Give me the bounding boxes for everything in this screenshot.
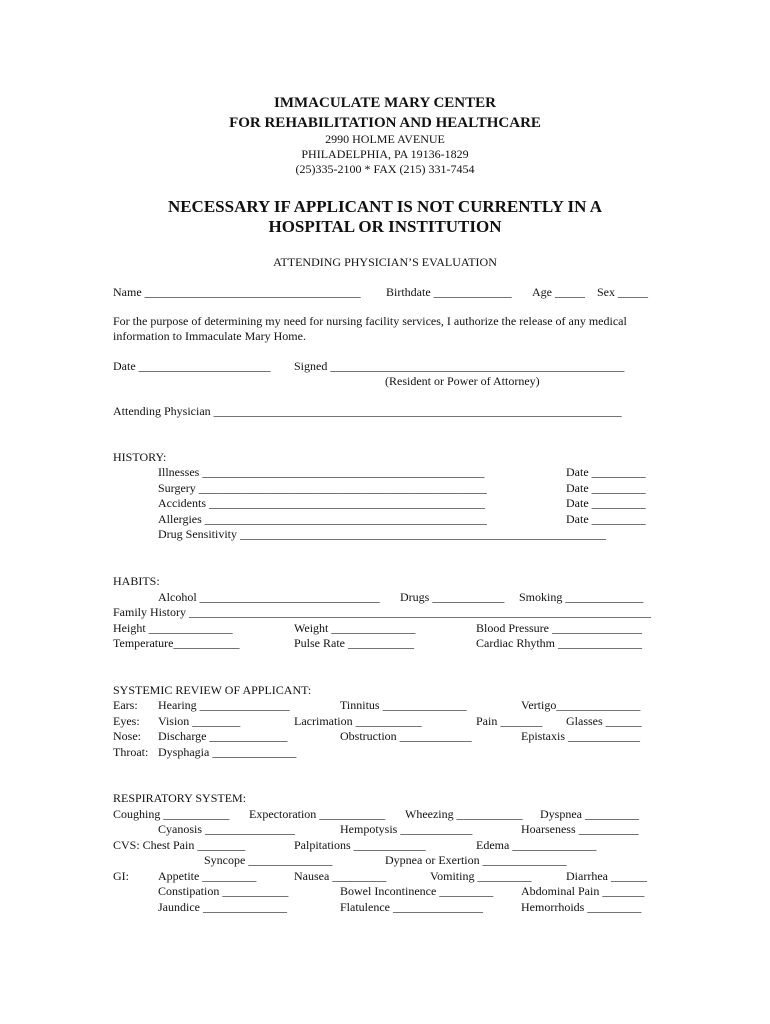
authorization-text-line1: For the purpose of determining my need for nursing facility services, I authorize the release of any medical: [113, 314, 627, 328]
constipation-field[interactable]: Constipation ___________: [158, 884, 289, 898]
hemorrhoids-field[interactable]: Hemorrhoids _________: [521, 900, 642, 914]
accidents-field[interactable]: Accidents ______________________________________________: [158, 496, 485, 510]
org-phone-fax: (25)335-2100 * FAX (215) 331-7454: [295, 162, 475, 176]
coughing-field[interactable]: Coughing ___________: [113, 807, 230, 821]
height-field[interactable]: Height ______________: [113, 621, 233, 635]
appetite-field[interactable]: Appetite _________: [158, 869, 257, 883]
pulse-rate-field[interactable]: Pulse Rate ___________: [294, 636, 414, 650]
gi-label: GI:: [113, 869, 129, 883]
hearing-field[interactable]: Hearing _______________: [158, 698, 290, 712]
hoarseness-field[interactable]: Hoarseness __________: [521, 822, 639, 836]
name-field[interactable]: Name ____________________________________: [113, 285, 361, 299]
smoking-field[interactable]: Smoking _____________: [519, 590, 644, 604]
illnesses-field[interactable]: Illnesses _______________________________________________: [158, 465, 485, 479]
expectoration-field[interactable]: Expectoration ___________: [249, 807, 386, 821]
tinnitus-field[interactable]: Tinnitus ______________: [340, 698, 467, 712]
birthdate-field[interactable]: Birthdate _____________: [386, 285, 512, 299]
allergies-date-field[interactable]: Date _________: [566, 512, 646, 526]
form-title: ATTENDING PHYSICIAN’S EVALUATION: [273, 255, 497, 269]
cvs-chest-pain-field[interactable]: CVS: Chest Pain ________: [113, 838, 246, 852]
org-address-street: 2990 HOLME AVENUE: [325, 132, 445, 146]
surgery-field[interactable]: Surgery ________________________________________________: [158, 481, 487, 495]
epistaxis-field[interactable]: Epistaxis ____________: [521, 729, 640, 743]
notice-line2: HOSPITAL OR INSTITUTION: [268, 217, 502, 236]
authorization-text-line2: information to Immaculate Mary Home.: [113, 329, 306, 343]
nausea-field[interactable]: Nausea _________: [294, 869, 387, 883]
throat-label: Throat:: [113, 745, 149, 759]
systemic-review-heading: SYSTEMIC REVIEW OF APPLICANT:: [113, 683, 312, 697]
age-field[interactable]: Age _____: [532, 285, 585, 299]
drugs-field[interactable]: Drugs ____________: [400, 590, 505, 604]
jaundice-field[interactable]: Jaundice ______________: [158, 900, 287, 914]
dyspnea-field[interactable]: Dyspnea _________: [540, 807, 639, 821]
signed-field[interactable]: Signed _________________________________________________: [294, 359, 625, 373]
date-field[interactable]: Date ______________________: [113, 359, 271, 373]
history-heading: HISTORY:: [113, 450, 167, 464]
wheezing-field[interactable]: Wheezing ___________: [405, 807, 523, 821]
diarrhea-field[interactable]: Diarrhea ______: [566, 869, 647, 883]
signed-caption: (Resident or Power of Attorney): [385, 374, 540, 388]
vertigo-field[interactable]: Vertigo______________: [521, 698, 641, 712]
sex-field[interactable]: Sex _____: [597, 285, 648, 299]
bowel-incontinence-field[interactable]: Bowel Incontinence _________: [340, 884, 494, 898]
obstruction-field[interactable]: Obstruction ____________: [340, 729, 472, 743]
dysphagia-field[interactable]: Dysphagia ______________: [158, 745, 297, 759]
org-name-line2: FOR REHABILITATION AND HEALTHCARE: [229, 115, 541, 131]
notice-line1: NECESSARY IF APPLICANT IS NOT CURRENTLY IN A: [167, 197, 603, 216]
org-name-line1: IMMACULATE MARY CENTER: [274, 95, 496, 111]
dyspnea-exertion-field[interactable]: Dypnea or Exertion ______________: [385, 853, 567, 867]
weight-field[interactable]: Weight ______________: [294, 621, 416, 635]
vomiting-field[interactable]: Vomiting _________: [430, 869, 532, 883]
flatulence-field[interactable]: Flatulence _______________: [340, 900, 483, 914]
glasses-field[interactable]: Glasses ______: [566, 714, 642, 728]
surgery-date-field[interactable]: Date _________: [566, 481, 646, 495]
cyanosis-field[interactable]: Cyanosis _______________: [158, 822, 296, 836]
temperature-field[interactable]: Temperature___________: [113, 636, 240, 650]
ears-label: Ears:: [113, 698, 138, 712]
discharge-field[interactable]: Discharge _____________: [158, 729, 288, 743]
abdominal-pain-field[interactable]: Abdominal Pain _______: [521, 884, 645, 898]
nose-label: Nose:: [113, 729, 141, 743]
lacrimation-field[interactable]: Lacrimation ___________: [294, 714, 422, 728]
family-history-field[interactable]: Family History _____________________________________________________________________________: [113, 605, 652, 619]
respiratory-heading: RESPIRATORY SYSTEM:: [113, 791, 247, 805]
attending-physician-field[interactable]: Attending Physician ____________________________________________________________________: [113, 404, 622, 418]
habits-heading: HABITS:: [113, 574, 160, 588]
accidents-date-field[interactable]: Date _________: [566, 496, 646, 510]
vision-field[interactable]: Vision ________: [158, 714, 241, 728]
palpitations-field[interactable]: Palpitations ____________: [294, 838, 426, 852]
alcohol-field[interactable]: Alcohol ______________________________: [158, 590, 380, 604]
drug-sensitivity-field[interactable]: Drug Sensitivity _____________________________________________________________: [158, 527, 607, 541]
allergies-field[interactable]: Allergies _______________________________________________: [158, 512, 487, 526]
blood-pressure-field[interactable]: Blood Pressure _______________: [476, 621, 642, 635]
pain-field[interactable]: Pain _______: [476, 714, 543, 728]
org-address-city: PHILADELPHIA, PA 19136-1829: [301, 147, 469, 161]
edema-field[interactable]: Edema ______________: [476, 838, 597, 852]
hemoptysis-field[interactable]: Hempotysis ____________: [340, 822, 473, 836]
syncope-field[interactable]: Syncope ______________: [204, 853, 333, 867]
eyes-label: Eyes:: [113, 714, 140, 728]
illnesses-date-field[interactable]: Date _________: [566, 465, 646, 479]
cardiac-rhythm-field[interactable]: Cardiac Rhythm ______________: [476, 636, 642, 650]
